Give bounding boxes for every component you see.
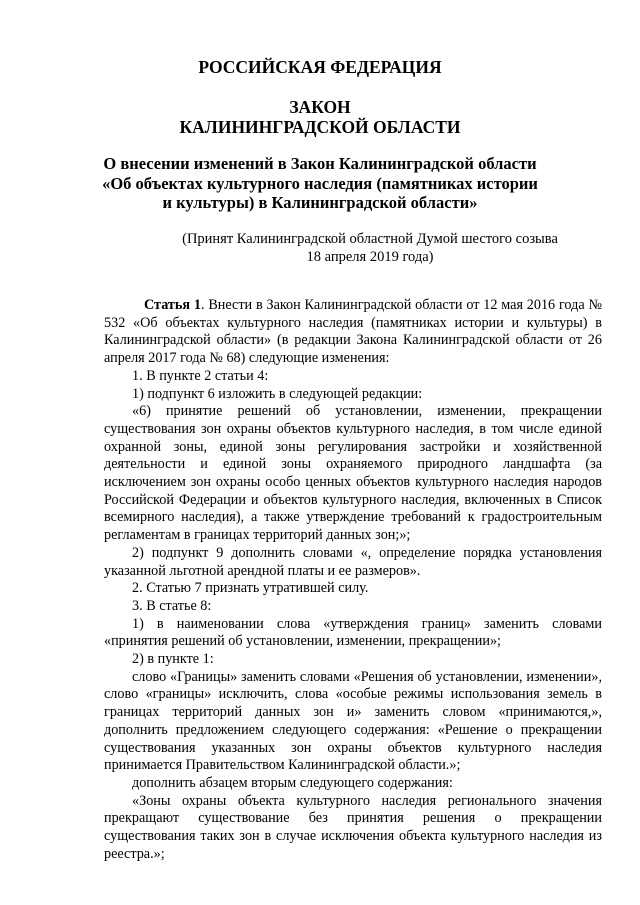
paragraph: 2) в пункте 1:: [132, 651, 214, 668]
paragraph: 1) в наименовании слова «утверждения границ» заменить словами «принятия решений об установлении, изменении, прекращении»;: [104, 615, 602, 650]
law-title-line-2: «Об объектах культурного наследия (памятниках истории: [102, 173, 538, 193]
paragraph: 2) подпункт 9 дополнить словами «, определение порядка установления указанной льготной арендной платы и ее размеров».: [104, 544, 602, 579]
region-heading: КАЛИНИНГРАДСКОЙ ОБЛАСТИ: [179, 117, 461, 137]
adoption-note: [150, 231, 590, 266]
article-label: Статья 1: [144, 297, 201, 313]
paragraph: «6) принятие решений об установлении, изменении, прекращении существования зон охраны объектов культурного наследия, в том числе единой охранной зоны, единой зоны регулирования застройки и хозяйственной деятельности и единой зоны охраняемого природного ландшафта (за исключением зон охраны особо ценных объектов культурного наследия народов Российской Федерации и объектов культурного наследия, включенных в Список всемирного наследия), а также утверждение требований к градостроительным регламентам в границах территорий данных зон;»;: [104, 403, 602, 544]
paragraph: 1. В пункте 2 статьи 4:: [132, 367, 269, 384]
adoption-note-line-2: 18 апреля 2019 года): [306, 248, 434, 265]
paragraph: 1) подпункт 6 изложить в следующей редакции:: [132, 385, 423, 402]
law-title: [80, 154, 560, 213]
law-heading: ЗАКОН: [289, 97, 351, 117]
adoption-note-line-1: (Принят Калининградской областной Думой шестого созыва: [182, 231, 558, 247]
article-intro-text: . Внести в Закон Калининградской области от 12 мая 2016 года № 532 «Об объектах культурного наследия (памятниках истории и культуры) в Калининградской области» (в редакции Закона Калининградской области от 26 апреля 2017 года № 68) следующие изменения:: [104, 297, 602, 367]
paragraph: 2. Статью 7 признать утратившей силу.: [132, 580, 369, 597]
paragraph: слово «Границы» заменить словами «Решения об установлении, изменении», слово «границы» исключить, слова «особые режимы использования земель в границах территорий данных зон и» заменить словом «принимаются,», дополнить предложением следующего содержания: «Решение о прекращении существования указанных зон охраны объектов культурного наследия принимается Правительством Калининградской области.»;: [104, 668, 602, 774]
law-title-line-1: О внесении изменений в Закон Калининградской области: [103, 154, 537, 173]
article-1-intro: [104, 297, 602, 368]
law-title-line-3: и культуры) в Калининградской области»: [162, 193, 478, 212]
paragraph: «Зоны охраны объекта культурного наследия регионального значения прекращают существование без принятия решения о прекращении существования таких зон в случае исключения объекта культурного наследия из реестра.»;: [104, 792, 602, 862]
paragraph: 3. В статье 8:: [132, 597, 212, 614]
federation-heading: РОССИЙСКАЯ ФЕДЕРАЦИЯ: [198, 57, 442, 77]
paragraph: дополнить абзацем вторым следующего содержания:: [132, 774, 453, 791]
law-body: [104, 297, 602, 864]
